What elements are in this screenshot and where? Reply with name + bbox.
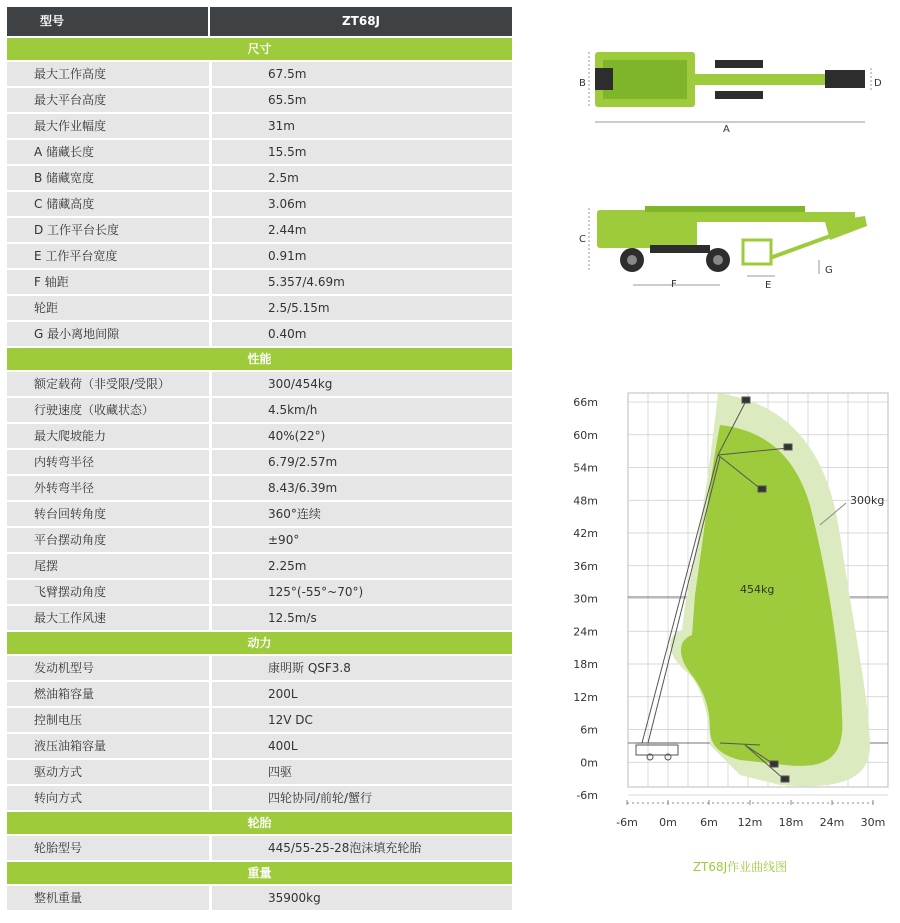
spec-value: 4.5km/h bbox=[212, 398, 512, 422]
spec-value: 四驱 bbox=[212, 760, 512, 784]
spec-label: 发动机型号 bbox=[7, 656, 209, 680]
spec-label: B 储藏宽度 bbox=[7, 166, 209, 190]
spec-label: 整机重量 bbox=[7, 886, 209, 910]
spec-value: 400L bbox=[212, 734, 512, 758]
x-tick-label: -6m bbox=[616, 816, 638, 829]
spec-label: 最大工作高度 bbox=[7, 62, 209, 86]
spec-label: D 工作平台长度 bbox=[7, 218, 209, 242]
table-row bbox=[7, 606, 512, 630]
table-row bbox=[7, 682, 512, 706]
y-tick-label: 30m bbox=[573, 592, 598, 606]
spec-label: 转向方式 bbox=[7, 786, 209, 810]
table-row bbox=[7, 322, 512, 346]
spec-value: 8.43/6.39m bbox=[212, 476, 512, 500]
table-row bbox=[7, 708, 512, 732]
table-row bbox=[7, 476, 512, 500]
header-label: 型号 bbox=[7, 7, 210, 36]
table-row bbox=[7, 372, 512, 396]
spec-label: 最大作业幅度 bbox=[7, 114, 209, 138]
dim-label-a: A bbox=[723, 124, 730, 135]
table-row bbox=[7, 166, 512, 190]
spec-value: 0.91m bbox=[212, 244, 512, 268]
y-tick-label: 66m bbox=[573, 396, 598, 409]
spec-value: 2.5m bbox=[212, 166, 512, 190]
section-header: 尺寸 bbox=[7, 38, 512, 60]
spec-label: 燃油箱容量 bbox=[7, 682, 209, 706]
spec-label: E 工作平台宽度 bbox=[7, 244, 209, 268]
table-row bbox=[7, 786, 512, 810]
spec-label: 控制电压 bbox=[7, 708, 209, 732]
spec-value: 康明斯 QSF3.8 bbox=[212, 656, 512, 680]
y-tick-label: 18m bbox=[573, 658, 598, 671]
section-header: 轮胎 bbox=[7, 812, 512, 834]
x-tick-label: 0m bbox=[659, 816, 677, 829]
section-header: 性能 bbox=[7, 348, 512, 370]
table-row bbox=[7, 62, 512, 86]
spec-value: 15.5m bbox=[212, 140, 512, 164]
x-axis-ticks bbox=[616, 800, 885, 829]
table-row bbox=[7, 270, 512, 294]
dim-label-f: F bbox=[671, 279, 677, 290]
table-row bbox=[7, 218, 512, 242]
working-range-chart bbox=[570, 385, 895, 835]
spec-value: 360°连续 bbox=[212, 502, 512, 526]
spec-value: 125°(-55°~70°) bbox=[212, 580, 512, 604]
table-body bbox=[7, 38, 512, 910]
machine-diagrams bbox=[575, 40, 890, 300]
spec-label: 轮胎型号 bbox=[7, 836, 209, 860]
dim-label-d: D bbox=[874, 78, 882, 89]
x-tick-label: 18m bbox=[778, 816, 804, 829]
spec-value: 12.5m/s bbox=[212, 606, 512, 630]
table-row bbox=[7, 760, 512, 784]
spec-label: 最大平台高度 bbox=[7, 88, 209, 112]
section-header: 重量 bbox=[7, 862, 512, 884]
spec-value: 300/454kg bbox=[212, 372, 512, 396]
dim-label-b: B bbox=[579, 78, 586, 89]
table-row bbox=[7, 450, 512, 474]
spec-label: 驱动方式 bbox=[7, 760, 209, 784]
spec-label: F 轴距 bbox=[7, 270, 209, 294]
spec-label: 最大爬坡能力 bbox=[7, 424, 209, 448]
spec-label: 飞臂摆动角度 bbox=[7, 580, 209, 604]
label-300kg: 300kg bbox=[850, 494, 885, 507]
spec-value: 四轮协同/前轮/蟹行 bbox=[212, 786, 512, 810]
spec-label: C 储藏高度 bbox=[7, 192, 209, 216]
spec-label: 外转弯半径 bbox=[7, 476, 209, 500]
table-row bbox=[7, 296, 512, 320]
y-tick-label: 0m bbox=[580, 756, 598, 770]
table-row bbox=[7, 656, 512, 680]
section-header: 动力 bbox=[7, 632, 512, 654]
dim-label-e: E bbox=[765, 280, 772, 291]
spec-label: 尾摆 bbox=[7, 554, 209, 578]
table-row bbox=[7, 502, 512, 526]
spec-value: 12V DC bbox=[212, 708, 512, 732]
table-row bbox=[7, 398, 512, 422]
spec-value: 2.25m bbox=[212, 554, 512, 578]
table-row bbox=[7, 244, 512, 268]
spec-label: 最大工作风速 bbox=[7, 606, 209, 630]
spec-value: 445/55-25-28泡沫填充轮胎 bbox=[212, 836, 512, 860]
table-row bbox=[7, 192, 512, 216]
spec-value: 5.357/4.69m bbox=[212, 270, 512, 294]
table-header bbox=[7, 7, 512, 36]
y-tick-label: 60m bbox=[573, 428, 598, 442]
table-row bbox=[7, 580, 512, 604]
spec-value: 31m bbox=[212, 114, 512, 138]
y-tick-label: 24m bbox=[573, 625, 598, 639]
header-model: ZT68J bbox=[341, 14, 381, 28]
x-tick-label: 6m bbox=[700, 816, 718, 829]
spec-value: 35900kg bbox=[212, 886, 512, 910]
spec-label: 额定载荷（非受限/受限） bbox=[7, 372, 209, 396]
spec-value: 3.06m bbox=[212, 192, 512, 216]
spec-label: A 储藏长度 bbox=[7, 140, 209, 164]
table-row bbox=[7, 836, 512, 860]
table-row bbox=[7, 554, 512, 578]
x-tick-label: 24m bbox=[819, 816, 845, 829]
table-row bbox=[7, 140, 512, 164]
table-row bbox=[7, 528, 512, 552]
spec-value: 2.44m bbox=[212, 218, 512, 242]
y-tick-label: 54m bbox=[573, 461, 598, 475]
spec-label: 液压油箱容量 bbox=[7, 734, 209, 758]
spec-value: 2.5/5.15m bbox=[212, 296, 512, 320]
side-view-diagram bbox=[579, 206, 867, 291]
spec-value: 0.40m bbox=[212, 322, 512, 346]
y-tick-label: 36m bbox=[573, 559, 598, 573]
table-row bbox=[7, 88, 512, 112]
y-tick-label: 6m bbox=[580, 723, 598, 737]
spec-value: 65.5m bbox=[212, 88, 512, 112]
x-tick-label: 30m bbox=[860, 816, 886, 829]
y-tick-label: -6m bbox=[576, 789, 598, 802]
dim-label-c: C bbox=[579, 234, 586, 245]
table-row bbox=[7, 734, 512, 758]
spec-value: 6.79/2.57m bbox=[212, 450, 512, 474]
table-row bbox=[7, 886, 512, 910]
x-tick-label: 12m bbox=[737, 816, 763, 829]
spec-value: 67.5m bbox=[212, 62, 512, 86]
spec-label: 行驶速度（收藏状态） bbox=[7, 398, 209, 422]
spec-value: 40%(22°) bbox=[212, 424, 512, 448]
y-tick-label: 12m bbox=[573, 690, 598, 704]
chart-caption: ZT68J作业曲线图 bbox=[692, 860, 788, 874]
label-454kg: 454kg bbox=[740, 583, 775, 596]
spec-label: G 最小离地间隙 bbox=[7, 322, 209, 346]
y-axis-ticks bbox=[573, 396, 598, 802]
spec-label: 转台回转角度 bbox=[7, 502, 209, 526]
spec-label: 内转弯半径 bbox=[7, 450, 209, 474]
spec-value: ±90° bbox=[212, 528, 512, 552]
top-view-diagram bbox=[579, 52, 882, 135]
spec-value: 200L bbox=[212, 682, 512, 706]
table-row bbox=[7, 424, 512, 448]
table-row bbox=[7, 114, 512, 138]
y-tick-label: 48m bbox=[573, 494, 598, 508]
spec-table bbox=[7, 7, 512, 910]
y-tick-label: 42m bbox=[573, 527, 598, 540]
spec-label: 轮距 bbox=[7, 296, 209, 320]
dim-label-g: G bbox=[825, 265, 833, 276]
spec-label: 平台摆动角度 bbox=[7, 528, 209, 552]
